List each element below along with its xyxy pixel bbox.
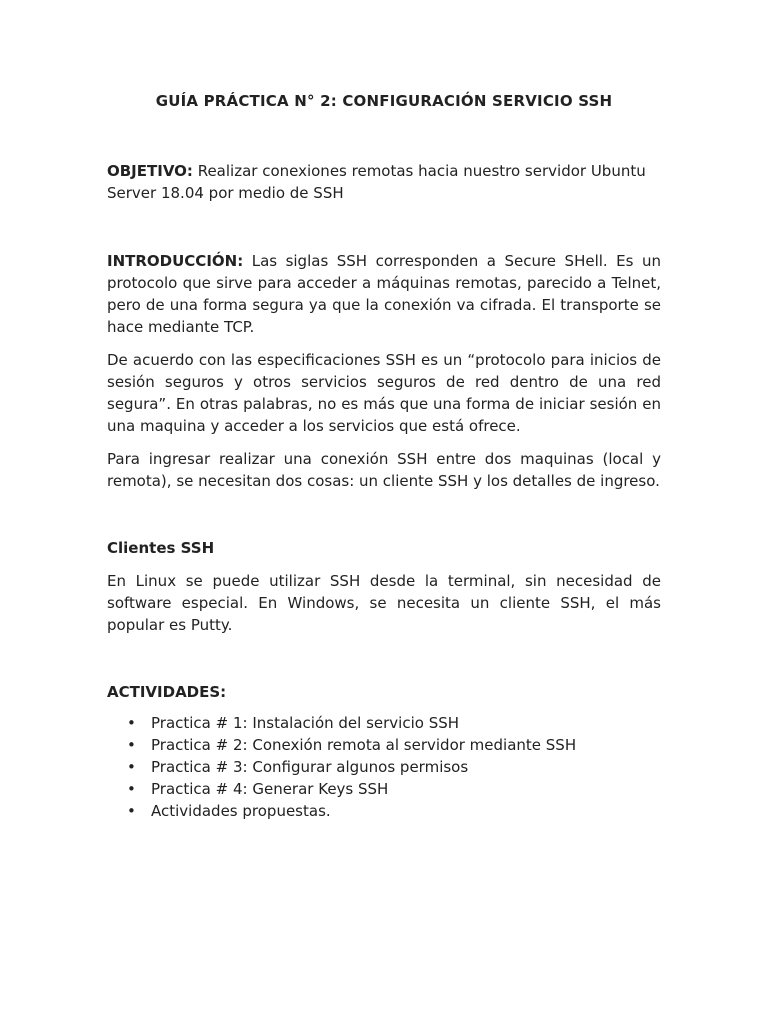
body-paragraph-3: Para ingresar realizar una conexión SSH entre dos maquinas (local y remota), se necesitan dos cosas: un cliente SSH y los detalles de ingreso. xyxy=(107,450,661,490)
body-paragraph-2: De acuerdo con las especificaciones SSH es un “protocolo para inicios de sesión seguros y otros servicios seguros de red dentro de una red segura”. En otras palabras, no es más que una forma de iniciar sesión en una maquina y acceder a los servicios que está ofrece. xyxy=(107,351,661,435)
clientes-paragraph: En Linux se puede utilizar SSH desde la terminal, sin necesidad de software especial. En Windows, se necesita un cliente SSH, el más popular es Putty. xyxy=(107,572,661,634)
introduccion-text: Las siglas SSH corresponden a Secure SHell. Es un protocolo que sirve para acceder a máquinas remotas, parecido a Telnet, pero de una forma segura ya que la conexión va cifrada. El transporte se hace mediante TCP. xyxy=(107,252,661,336)
list-item xyxy=(107,712,661,734)
actividades-heading: ACTIVIDADES: xyxy=(107,683,227,701)
list-item xyxy=(107,756,661,778)
list-item-text: Practica # 4: Generar Keys SSH xyxy=(151,780,389,798)
actividades-list xyxy=(107,712,661,822)
bullet-icon: • xyxy=(127,758,136,776)
list-item xyxy=(107,734,661,756)
bullet-icon: • xyxy=(127,780,136,798)
objetivo-paragraph xyxy=(107,160,661,204)
list-item-text: Practica # 3: Configurar algunos permisos xyxy=(151,758,469,776)
list-item-text: Practica # 2: Conexión remota al servidor mediante SSH xyxy=(151,736,577,754)
bullet-icon: • xyxy=(127,736,136,754)
objetivo-text: Realizar conexiones remotas hacia nuestro servidor Ubuntu Server 18.04 por medio de SSH xyxy=(107,162,646,202)
clientes-heading: Clientes SSH xyxy=(107,539,215,557)
document-title: GUÍA PRÁCTICA N° 2: CONFIGURACIÓN SERVICIO SSH xyxy=(155,92,613,110)
document-content xyxy=(107,90,661,822)
list-item xyxy=(107,800,661,822)
introduccion-paragraph xyxy=(107,250,661,338)
objetivo-label: OBJETIVO: xyxy=(107,162,193,180)
list-item xyxy=(107,778,661,800)
bullet-icon: • xyxy=(127,714,136,732)
list-item-text: Practica # 1: Instalación del servicio SSH xyxy=(151,714,460,732)
list-item-text: Actividades propuestas. xyxy=(151,802,331,820)
bullet-icon: • xyxy=(127,802,136,820)
introduccion-label: INTRODUCCIÓN: xyxy=(107,252,244,270)
